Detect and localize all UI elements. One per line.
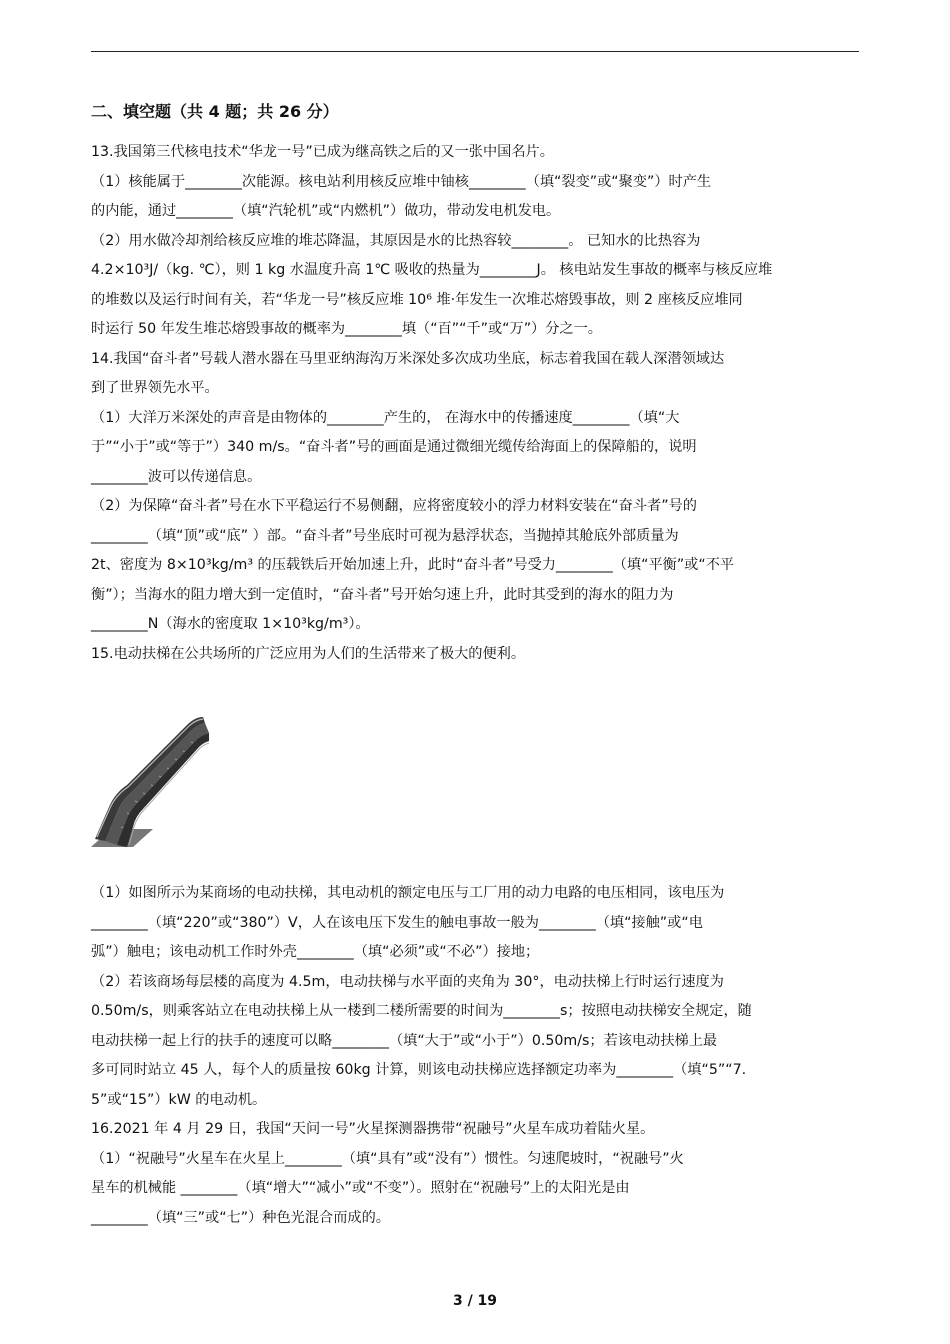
text-line: 于”“小于”或“等于”）340 m/s。“奋斗者”号的画面是通过微细光缆传给海面上的保障船的，说明 bbox=[91, 439, 697, 455]
text-line: 的内能，通过________（填“汽轮机”或“内燃机”）做功，带动发电机发电。 bbox=[91, 203, 561, 219]
text-line: 2t、密度为 8×10³kg/m³ 的压载铁后开始加速上升，此时“奋斗者”号受力________（填“平衡”或“不平 bbox=[91, 557, 735, 573]
text-line: （1）如图所示为某商场的电动扶梯，其电动机的额定电压与工厂用的动力电路的电压相同，该电压为 bbox=[91, 885, 725, 901]
question-text-block-2 bbox=[91, 879, 861, 1233]
text-line: 的堆数以及运行时间有关，若“华龙一号”核反应堆 10⁶ 堆·年发生一次堆芯熔毁事故，则 2 座核反应堆同 bbox=[91, 291, 743, 308]
text-line: 13.我国第三代核电技术“华龙一号”已成为继高铁之后的又一张中国名片。 bbox=[91, 144, 554, 160]
text-line: 衡”）；当海水的阻力增大到一定值时，“奋斗者”号开始匀速上升，此时其受到的海水的阻力为 bbox=[91, 586, 674, 603]
text-line: 多可同时站立 45 人，每个人的质量按 60kg 计算，则该电动扶梯应选择额定功率为________（填“5”“7. bbox=[91, 1062, 747, 1078]
text-line: （2）用水做冷却剂给核反应堆的堆芯降温，其原因是水的比热容较________。 已知水的比热容为 bbox=[91, 232, 701, 249]
text-line: 0.50m/s，则乘客站立在电动扶梯上从一楼到二楼所需要的时间为________s；按照电动扶梯安全规定，随 bbox=[91, 1003, 752, 1019]
text-line: 15.电动扶梯在公共场所的广泛应用为人们的生活带来了极大的便利。 bbox=[91, 645, 526, 662]
text-line: ________（填“220”或“380”）V，人在该电压下发生的触电事故一般为________（填“接触”或“电 bbox=[91, 914, 703, 931]
text-line: 16.2021 年 4 月 29 日，我国“天问一号”火星探测器携带“祝融号”火星车成功着陆火星。 bbox=[91, 1121, 655, 1137]
page-content bbox=[91, 100, 861, 1233]
text-line: 星车的机械能 ________（填“增大”“减小”或“不变”）。照射在“祝融号”上的太阳光是由 bbox=[91, 1180, 630, 1196]
text-line: 4.2×10³J/（kg. ℃），则 1 kg 水温度升高 1℃ 吸收的热量为________J。 核电站发生事故的概率与核反应堆 bbox=[91, 262, 773, 278]
text-line: ________波可以传递信息。 bbox=[91, 468, 262, 485]
text-line: （1）核能属于________次能源。核电站利用核反应堆中铀核________（填“裂变”或“聚变”）时产生 bbox=[91, 173, 712, 190]
text-line: （1）大洋万米深处的声音是由物体的________产生的， 在海水中的传播速度________（填“大 bbox=[91, 409, 680, 426]
escalator-image bbox=[91, 689, 211, 859]
question-text-block bbox=[91, 138, 861, 669]
text-line: 14.我国“奋斗者”号载人潜水器在马里亚纳海沟万米深处多次成功坐底，标志着我国在载人深潜领域达 bbox=[91, 350, 725, 367]
text-line: 5”或“15”）kW 的电动机。 bbox=[91, 1091, 267, 1108]
section-title: 二、填空题（共 4 题；共 26 分） bbox=[91, 102, 339, 121]
text-line: ________N（海水的密度取 1×10³kg/m³）。 bbox=[91, 616, 370, 632]
text-line: ________（填“三”或“七”）种色光混合而成的。 bbox=[91, 1209, 390, 1226]
text-line: 弧”）触电；该电动机工作时外壳________（填“必须”或“不必”）接地； bbox=[91, 944, 540, 960]
text-line: （2）为保障“奋斗者”号在水下平稳运行不易侧翻，应将密度较小的浮力材料安装在“奋斗者”号的 bbox=[91, 498, 697, 514]
text-line: 到了世界领先水平。 bbox=[91, 380, 219, 396]
page-number: 3 / 19 bbox=[452, 1293, 498, 1309]
text-line: （2）若该商场每层楼的高度为 4.5m，电动扶梯与水平面的夹角为 30°，电动扶梯上行时运行速度为 bbox=[91, 973, 724, 990]
text-line: 电动扶梯一起上行的扶手的速度可以略________（填“大于”或“小于”）0.50m/s；若该电动扶梯上最 bbox=[91, 1032, 718, 1049]
header-rule bbox=[91, 51, 859, 52]
text-line: ________（填“顶”或“底” ）部。“奋斗者”号坐底时可视为悬浮状态，当抛掉其舱底外部质量为 bbox=[91, 527, 679, 544]
text-line: 时运行 50 年发生堆芯熔毁事故的概率为________填（“百”“千”或“万”）分之一。 bbox=[91, 321, 602, 337]
text-line: （1）“祝融号”火星车在火星上________（填“具有”或“没有”）惯性。匀速爬坡时，“祝融号”火 bbox=[91, 1150, 684, 1167]
escalator-figure bbox=[91, 671, 861, 879]
